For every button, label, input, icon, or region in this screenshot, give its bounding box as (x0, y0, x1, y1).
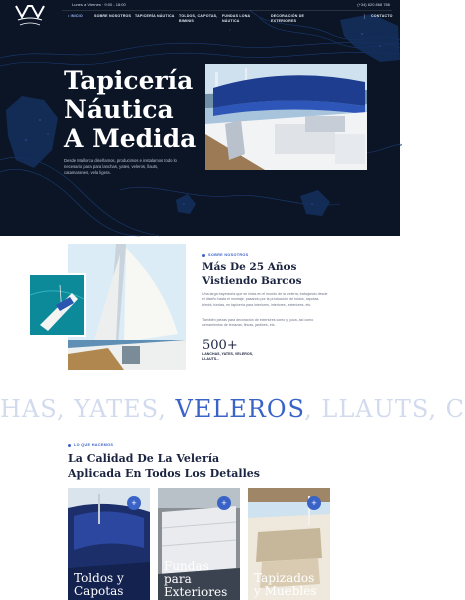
about-kicker: SOBRE NOSOTROS (202, 253, 249, 257)
about-title: Más De 25 Años Vistiendo Barcos (202, 261, 302, 287)
main-navigation (62, 14, 392, 30)
nav-item-sobre-nosotros[interactable]: SOBRE NOSOTROS (94, 14, 132, 18)
service-card-tapizados[interactable] (248, 488, 330, 600)
boat-types-marquee (0, 394, 465, 428)
about-paragraph-2: También piezas para decoración de exteriores como y yuca, así como cerramientos de terrazas, fincas, jardines, etc. (202, 318, 314, 328)
service-card-toldos[interactable] (68, 488, 150, 600)
nav-item-contacto[interactable]: CONTACTO (364, 14, 392, 19)
marquee-text: HAS, YATES, VELEROS, LLAUTS, C (0, 395, 465, 423)
nav-item-tapiceria-nautica[interactable]: TAPICERÍA NÁUTICA (135, 14, 175, 18)
services-title: La Calidad De La Velería Aplicada En Todos Los Detalles (68, 452, 260, 480)
phone-number[interactable]: (+34) 620 868 786 (357, 2, 390, 7)
boats-count: 500+ (202, 338, 238, 353)
nav-item-inicio[interactable]: • INICIO (68, 14, 83, 18)
service-card-title: Tapizados y Muebles (254, 571, 317, 598)
service-card-title: Fundas para Exteriores (164, 559, 228, 599)
add-icon[interactable]: + (307, 496, 321, 510)
velero-logo-icon[interactable] (14, 3, 46, 29)
services-kicker: LO QUE HACEMOS (68, 443, 113, 447)
service-card-title: Toldos y Capotas (74, 571, 124, 598)
about-paragraph-1: Una larga trayectoria que se inicia en el mundo de la velería, trabajando desde el diseño hasta el montaje, pasando por la producción de toldos, capotas, bimini, fundas, en tapicería para interiores, interiores, exteriores, etc. (202, 292, 328, 307)
sailboat-aerial-photo (28, 273, 86, 337)
nav-item-fundas[interactable]: FUNDAS LONA NÁUTICA (222, 14, 251, 23)
opening-hours: Lunes a Viernes · 9:00 - 18:00 (72, 2, 126, 7)
top-bar (0, 0, 400, 32)
hero-description: Desde Mallorca diseñamos, producimos e instalamos todo lo necesario para para lanchas, yates, veleros, llauts, catamaranes, vela ligera. (64, 158, 177, 175)
nav-item-decoracion[interactable]: DECORACIÓN DE EXTERIORES (271, 14, 305, 23)
hero-title: Tapicería Náutica A Medida (64, 66, 197, 153)
service-card-fundas[interactable] (158, 488, 240, 600)
add-icon[interactable]: + (217, 496, 231, 510)
boats-count-label: LANCHAS, YATES, VELEROS, LLAUTS... (202, 352, 254, 361)
nav-active-icon: • (68, 14, 71, 18)
hero-boat-photo (205, 64, 367, 170)
topbar-divider (62, 10, 392, 11)
nav-item-toldos[interactable]: TOLDOS, CAPOTAS, BIMINIS (179, 14, 218, 23)
hero-section (0, 0, 400, 236)
add-icon[interactable]: + (127, 496, 141, 510)
